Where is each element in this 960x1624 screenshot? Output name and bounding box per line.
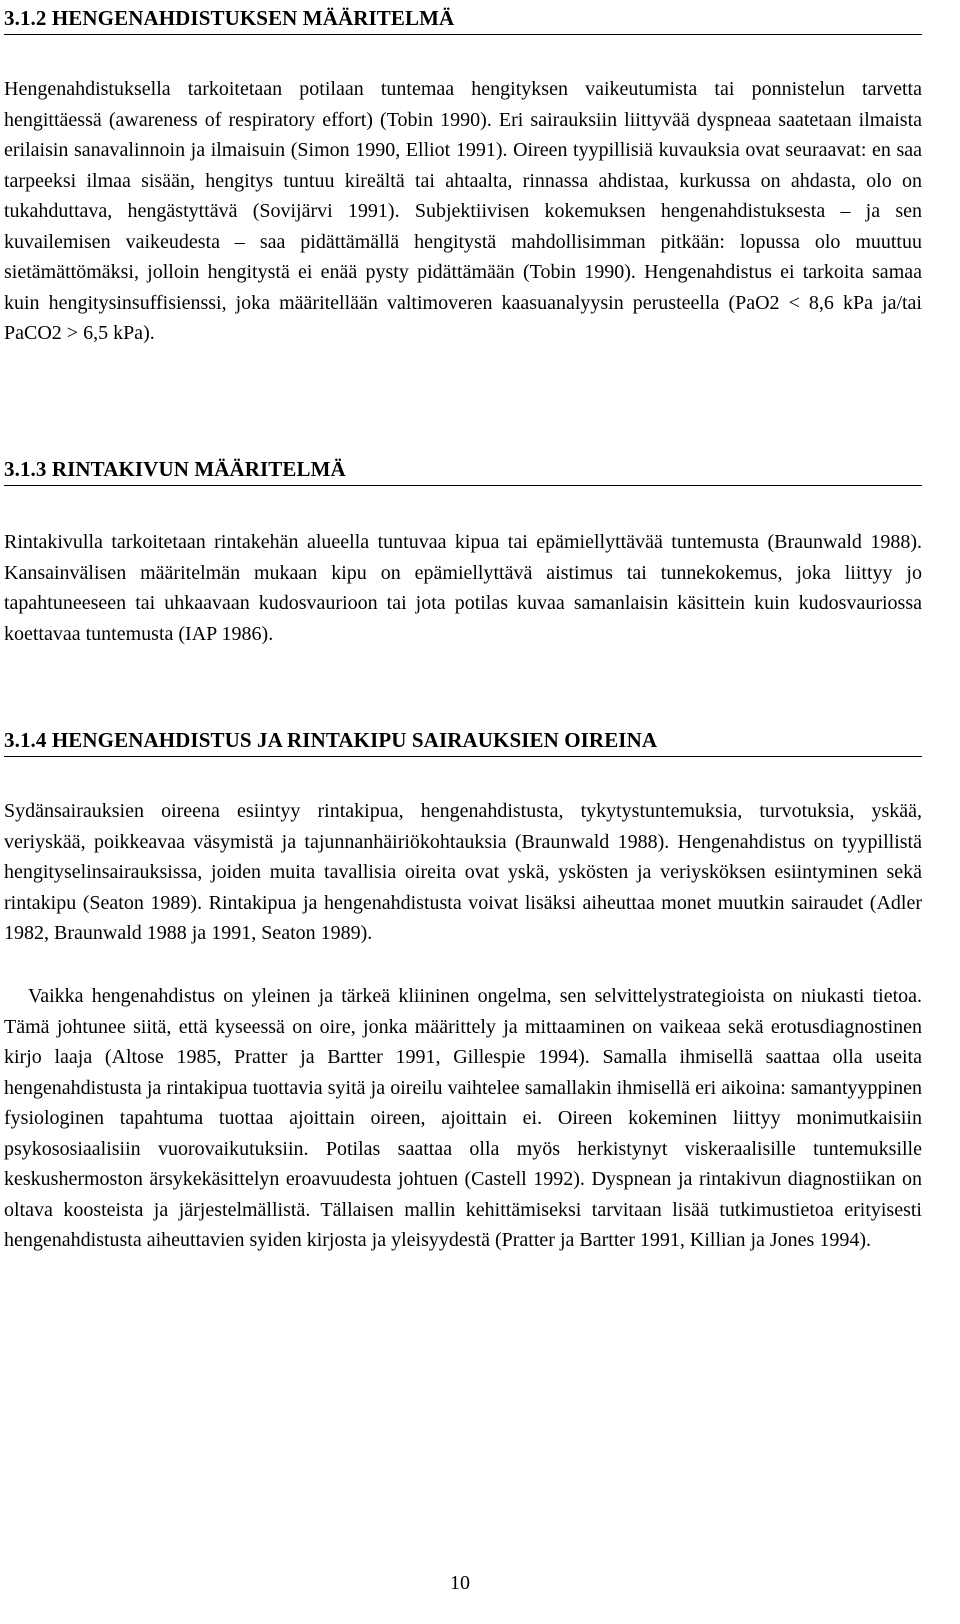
paragraph-chest-pain-definition: Rintakivulla tarkoitetaan rintakehän alueella tuntuvaa kipua tai epämiellyttävää tuntemusta (Braunwald 1988). Kansainvälisen määritelmän mukaan kipu on epämiellyttävä aistimus tai tunnekokemus, joka liittyy jo tapahtuneeseen tai uhkaavaan kudosvaurioon tai jota potilas kuvaa samanlaisin käsittein kuin kudosvauriossa koettavaa tuntemusta (IAP 1986). <box>4 531 922 645</box>
paragraph-diagnostic-strategies: Vaikka hengenahdistus on yleinen ja tärkeä kliininen ongelma, sen selvittelystrategioista on niukasti tietoa. Tämä johtunee siitä, että kyseessä on oire, jonka määrittely ja mittaaminen on vaikeaa sekä erotusdiagnostinen kirjo laaja (Altose 1985, Pratter ja Bartter 1991, Gillespie 1994). Samalla ihmisellä saattaa olla useita hengenahdistusta ja rintakipua tuottavia syitä ja oireilu vaihtelee samallakin ihmisellä eri aikoina: samantyyppinen fysiologinen tapahtuma tuottaa ajoittain oireen, ajoittain ei. Oireen kokeminen liittyy monimutkaisiin psykososiaalisiin vuorovaikutuksiin. Potilas saattaa olla myös herkistynyt viskeraalisille tuntemuksille keskushermoston ärsykekäsittelyn eroavuudesta johtuen (Castell 1992). Dyspnean ja rintakivun diagnostiikan on oltava koosteista ja järjestelmällistä. Tällaisen mallin kehittämiseksi tarvitaan lisää tutkimustietoa erityisesti hengenahdistusta aiheuttavien syiden kirjosta ja yleisyydestä (Pratter ja Bartter 1991, Killian ja Jones 1994). <box>4 985 922 1251</box>
section-heading-3-1-4 <box>4 726 922 757</box>
section-heading-3-1-3: 3.1.3 RINTAKIVUN MÄÄRITELMÄ <box>4 455 922 486</box>
section-heading-3-1-2: 3.1.2 HENGENAHDISTUKSEN MÄÄRITELMÄ <box>4 4 922 35</box>
section-heading-3-1-4-text: 3.1.4 HENGENAHDISTUS JA RINTAKIPU SAIRAUKSIEN OIREINA <box>4 728 658 752</box>
paragraph-dyspnea-definition: Hengenahdistuksella tarkoitetaan potilaan tuntemaa hengityksen vaikeutumista tai ponnistelun tarvetta hengittäessä (awareness of respiratory effort) (Tobin 1990). Eri sairauksiin liittyvää dyspneaa saatetaan ilmaista erilaisin sanavalinnoin ja ilmaisuin (Simon 1990, Elliot 1991). Oireen tyypillisiä kuvauksia ovat seuraavat: en saa tarpeeksi ilmaa sisään, hengitys tuntuu kireältä tai ahtaalta, rinnassa ahdistaa, kurkussa on ahdasta, olo on tukahduttava, hengästyttävä (Sovijärvi 1991). Subjektiivisen kokemuksen hengenahdistuksesta – ja sen kuvailemisen vaikeudesta – saa pidättämällä hengitystä mahdollisimman pitkään: lopussa olo muuttuu sietämättömäksi, jolloin hengitystä ei enää pysty pidättämään (Tobin 1990). Hengenahdistus ei tarkoita samaa kuin hengitysinsuffisienssi, joka määritellään valtimoveren kaasuanalyysin perusteella (PaO2 < 8,6 kPa ja/tai PaCO2 > 6,5 kPa). <box>4 78 922 344</box>
paragraph-symptoms-of-diseases: Sydänsairauksien oireena esiintyy rintakipua, hengenahdistusta, tykytystuntemuksia, turvotuksia, yskää, veriyskää, poikkeavaa väsymistä ja tajunnanhäiriökohtauksia (Braunwald 1988). Hengenahdistus on tyypillistä hengityselinsairauksissa, joiden muita tavallisia oireita ovat yskä, yskösten ja veriysköksen esiintyminen sekä rintakipu (Seaton 1989). Rintakipua ja hengenahdistusta voivat lisäksi aiheuttaa monet muutkin sairaudet (Adler 1982, Braunwald 1988 ja 1991, Seaton 1989). <box>4 800 922 944</box>
page-number: 10 <box>450 1572 470 1594</box>
